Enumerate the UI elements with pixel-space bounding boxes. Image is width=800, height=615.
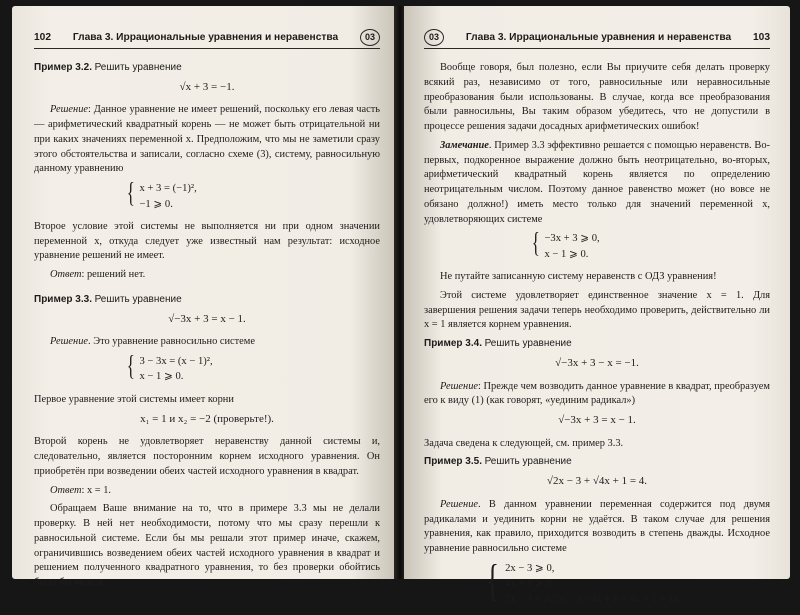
chapter-logo-icon: 03 xyxy=(424,29,444,46)
right-page-content xyxy=(424,28,770,615)
remark-system: { −3x + 3 ⩾ 0, x − 1 ⩾ 0. xyxy=(529,231,770,262)
example-3-5-equation: √2x − 3 + √4x + 1 = 4. xyxy=(546,475,648,488)
chapter-title-right: Глава 3. Иррациональные уравнения и неравенства xyxy=(465,31,732,43)
example-3-3-answer: Ответ: x = 1. xyxy=(50,484,112,496)
example-3-3-note: Обращаем Ваше внимание на то, что в примере 3.3 мы не делали проверку. В ней нет необходимости, потому что мы сразу перешли к равносильной системе. Если бы мы решали этот пример иначе, скажем, ограничившись возведением обеих частей исходного уравнения в квадрат и решением полученного квадратного уравнения, то без проверки обойтись было бы нельзя. xyxy=(34,503,380,589)
odz-warning: Не путайте записанную систему неравенств с ОДЗ уравнения! xyxy=(440,271,717,283)
example-3-2-explanation: Второе условие этой системы не выполняется ни при одном значении переменной x, откуда следует уже известный нам результат: исходное уравнение решений не имеет. xyxy=(34,220,380,262)
example-3-4-reduced: Задача сведена к следующей, см. пример 3.3. xyxy=(424,437,624,449)
example-3-3-solution: Решение. Это уравнение равносильно системе xyxy=(50,336,255,348)
chapter-logo-icon: 03 xyxy=(360,29,380,46)
left-page-content xyxy=(34,28,380,595)
example-3-5-solution: Решение. В данном уравнении переменная содержится под двумя радикалами и уединить корни не удаётся. В таком случае для решения уравнения, как правило, приходится возводить в степень дважды. Исходное уравнение равносильно системе xyxy=(424,498,770,555)
remark-paragraph: Замечание. Пример 3.3 эффективно решается с помощью неравенств. Во-первых, подкоренное выражение должно быть неотрицательно, во-вторых, арифметический квадратный корень является по определению неотрицательным числом. Поэтому данное равенство может (но вовсе не обязано должно!) иметь место только для значений переменной x, удовлетворяющих системе xyxy=(424,139,770,225)
example-3-5-heading: Пример 3.5. Решить уравнение xyxy=(424,456,572,468)
example-3-4-equation-2: √−3x + 3 = x − 1. xyxy=(558,414,636,427)
right-page-header xyxy=(424,28,770,49)
example-3-2-equation: √x + 3 = −1. xyxy=(179,80,235,93)
left-page-header xyxy=(34,28,380,49)
left-page xyxy=(12,6,396,589)
example-3-3-explanation: Второй корень не удовлетворяет неравенству данной системы и, следовательно, является посторонним корнем исходного уравнения. Он приобретён при возведении обеих частей исходного уравнения в квадрат. xyxy=(34,436,380,477)
example-3-3-system: { 3 − 3x = (x − 1)², x − 1 ⩾ 0. xyxy=(124,354,380,385)
right-page xyxy=(404,6,790,605)
example-3-4-equation: √−3x + 3 − x = −1. xyxy=(555,356,639,369)
verification-paragraph: Вообще говоря, был полезно, если Вы приучите себя делать проверку всякий раз, независимо от того, равносильные или неравносильные преобразования были использованы. В случае, когда все преобразования были равносильны, Вы таким образом убедитесь, что не допустили в процессе решения задачи досадных арифметических ошибок! xyxy=(424,62,770,133)
example-3-3-roots: x₁ = 1 и x₂ = −2 (проверьте!). xyxy=(140,412,274,425)
brace-icon: { xyxy=(126,351,135,383)
example-3-2-solution: Решение: Данное уравнение не имеет решений, поскольку его левая часть — арифметический квадратный корень — не может быть отрицательной ни при каких значениях переменной x. Предположим, что мы не заметили сразу этого обстоятельства и записали, согласно схеме (3), систему, равносильную данному уравнению xyxy=(34,104,380,175)
example-3-3-heading: Пример 3.3. Решить уравнение xyxy=(34,293,182,305)
brace-icon: { xyxy=(531,228,540,260)
example-3-4-heading: Пример 3.4. Решить уравнение xyxy=(424,338,572,350)
chapter-title-left: Глава 3. Иррациональные уравнения и неравенства xyxy=(72,31,339,43)
left-page-body xyxy=(34,61,380,591)
example-3-4-solution: Решение: Прежде чем возводить данное уравнение в квадрат, преобразуем его к виду (1) (как говорят, «уединим радикал») xyxy=(424,380,770,407)
single-value-paragraph: Этой системе удовлетворяет единственное значение x = 1. Для завершения решения задачи теперь необходимо проверить, действительно ли x = 1 является корнем уравнения. xyxy=(424,289,770,331)
example-3-3-roots-intro: Первое уравнение этой системы имеет корни xyxy=(34,393,234,405)
brace-icon: { xyxy=(126,178,135,210)
example-3-3-equation: √−3x + 3 = x − 1. xyxy=(168,312,246,325)
example-3-2-answer: Ответ: решений нет. xyxy=(50,269,146,281)
right-page-body xyxy=(424,61,770,607)
example-3-2-heading: Пример 3.2. Решить уравнение xyxy=(34,62,182,73)
example-3-2-system: { x + 3 = (−1)², −1 ⩾ 0. xyxy=(124,181,380,212)
brace-icon: { xyxy=(486,555,499,605)
page-number-left: 102 xyxy=(34,31,51,43)
page-number-right: 103 xyxy=(753,31,770,43)
example-3-5-system: { 2x − 3 ⩾ 0, 4x + 1 ⩾ 0, 2x − 3 + 2√2x − 3·√4x + 1 + 4x + 1 = 16. xyxy=(482,561,770,607)
